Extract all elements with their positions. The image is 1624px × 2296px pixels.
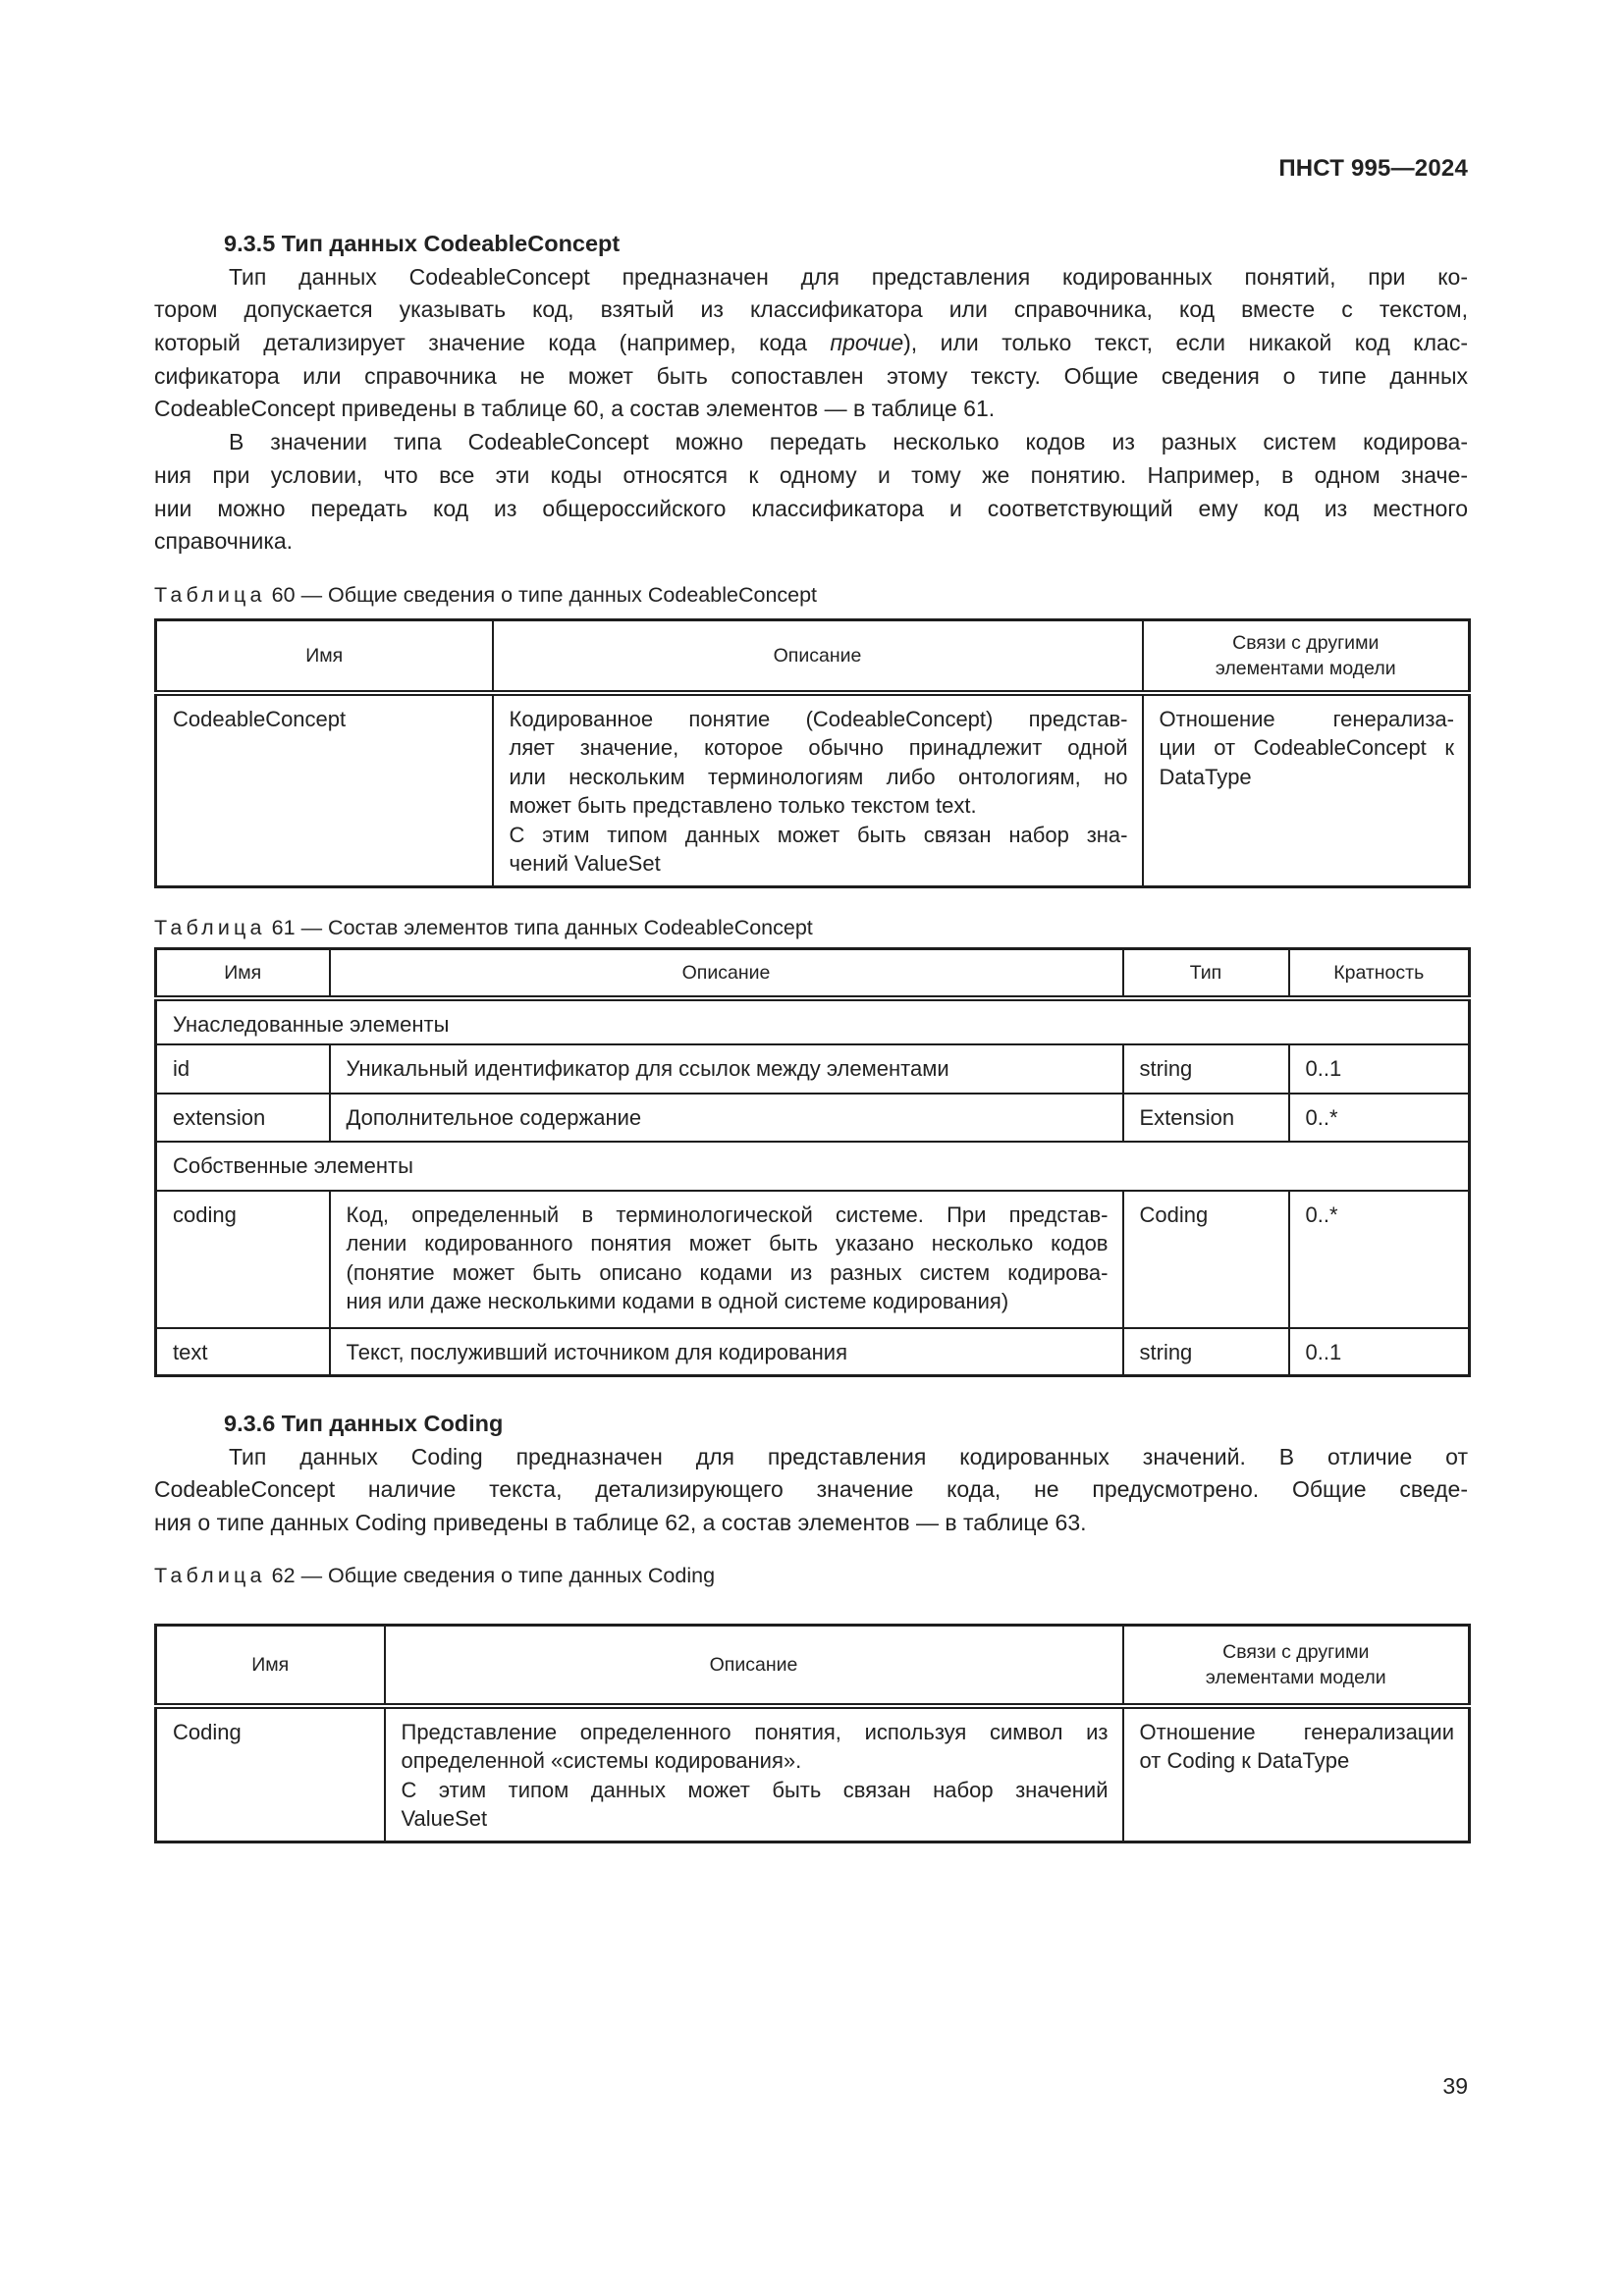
table-60	[154, 618, 1471, 888]
cell-line: Кодированное понятие (CodeableConcept) представ-	[509, 706, 1128, 731]
cell-line: С этим типом данных может быть связан набор зна-	[509, 822, 1128, 847]
italic-term: прочие	[830, 330, 904, 356]
table-row	[156, 1044, 1470, 1094]
paragraph-line: В значении типа CodeableConcept можно передать несколько кодов из разных систем кодирова-	[229, 429, 1468, 455]
caption-label: Таблица	[154, 916, 266, 939]
section-heading: 9.3.6 Тип данных Coding	[224, 1411, 504, 1436]
cell-line: DataType	[1159, 764, 1252, 789]
cell-type: string	[1123, 1044, 1289, 1094]
header-description: Описание	[385, 1626, 1123, 1706]
paragraph-text: который детализирует значение кода (например, кода	[154, 330, 831, 356]
header-name: Имя	[156, 620, 493, 693]
cell-name: Coding	[156, 1706, 385, 1842]
header-type: Тип	[1123, 949, 1289, 998]
group-title-inherited: Унаследованные элементы	[156, 998, 1470, 1044]
cell-description: Дополнительное содержание	[330, 1094, 1123, 1142]
caption-text: 62 — Общие сведения о типе данных Coding	[265, 1564, 716, 1587]
cell-cardinality: 0..1	[1289, 1328, 1470, 1376]
caption-text: 60 — Общие сведения о типе данных CodeableConcept	[265, 583, 818, 607]
cell-type: string	[1123, 1328, 1289, 1376]
paragraph-line: CodeableConcept наличие текста, детализирующего значение кода, не предусмотрено. Общие сведе-	[154, 1476, 1468, 1503]
cell-line: Код, определенный в терминологической системе. При представ-	[346, 1201, 1109, 1227]
table-row	[156, 1094, 1470, 1142]
table-header-row	[156, 949, 1470, 998]
cell-line: С этим типом данных может быть связан набор значений	[401, 1777, 1109, 1802]
cell-relations	[1143, 693, 1470, 887]
paragraph-line: CodeableConcept приведены в таблице 60, а состав элементов — в таблице 61.	[154, 396, 996, 422]
document-code-header: ПНСТ 995—2024	[1278, 155, 1468, 182]
cell-line: от Coding к DataType	[1139, 1748, 1350, 1774]
header-line: элементами модели	[1205, 1666, 1386, 1688]
header-line: элементами модели	[1215, 657, 1396, 679]
header-name: Имя	[156, 1626, 385, 1706]
table-row	[156, 1191, 1470, 1328]
cell-name: extension	[156, 1094, 330, 1142]
cell-description: Текст, послуживший источником для кодирования	[330, 1328, 1123, 1376]
header-name: Имя	[156, 949, 330, 998]
cell-line: определенной «системы кодирования».	[401, 1748, 802, 1774]
paragraph-line: Тип данных CodeableConcept предназначен для представления кодированных понятий, при ко-	[229, 263, 1468, 290]
cell-name: id	[156, 1044, 330, 1094]
cell-description	[493, 693, 1143, 887]
group-row	[156, 1142, 1470, 1191]
cell-cardinality: 0..*	[1289, 1191, 1470, 1328]
section-heading: 9.3.5 Тип данных CodeableConcept	[224, 231, 621, 256]
caption-text: 61 — Состав элементов типа данных CodeableConcept	[265, 916, 813, 939]
table-61	[154, 947, 1471, 1377]
group-row	[156, 998, 1470, 1044]
table-62	[154, 1624, 1471, 1843]
header-relations	[1143, 620, 1470, 693]
table-row	[156, 693, 1470, 887]
paragraph-line	[154, 327, 1468, 360]
paragraph-line: ния о типе данных Coding приведены в таблице 62, а состав элементов — в таблице 63.	[154, 1510, 1087, 1536]
cell-line: или нескольким терминологиям либо онтологиям, но	[509, 764, 1128, 789]
page-number: 39	[1442, 2073, 1468, 2099]
paragraph-line: ния при условии, что все эти коды относятся к одному и тому же понятию. Например, в одном значе-	[154, 461, 1468, 488]
cell-line: (понятие может быть описано кодами из разных систем кодирова-	[346, 1259, 1109, 1285]
caption-label: Таблица	[154, 583, 266, 607]
cell-line: Отношение генерализа-	[1159, 706, 1454, 731]
paragraph-text: ), или только текст, если никакой код клас-	[903, 330, 1468, 356]
cell-name: text	[156, 1328, 330, 1376]
cell-name: CodeableConcept	[156, 693, 493, 887]
cell-name: coding	[156, 1191, 330, 1328]
table-60-caption	[154, 581, 817, 609]
header-relations	[1123, 1626, 1470, 1706]
table-header-row	[156, 620, 1470, 693]
cell-cardinality: 0..1	[1289, 1044, 1470, 1094]
cell-line: Представление определенного понятия, используя символ из	[401, 1719, 1109, 1744]
cell-line: ции от CodeableConcept к	[1159, 735, 1454, 761]
header-line: Связи с другими	[1222, 1640, 1370, 1663]
paragraph-line: нии можно передать код из общероссийского классификатора и соответствующий ему код из местного	[154, 495, 1468, 521]
table-header-row	[156, 1626, 1470, 1706]
cell-line: ния или даже несколькими кодами в одной системе кодирования)	[346, 1289, 1009, 1314]
cell-relations	[1123, 1706, 1470, 1842]
cell-cardinality: 0..*	[1289, 1094, 1470, 1142]
cell-line: Отношение генерализации	[1139, 1719, 1454, 1744]
cell-description	[385, 1706, 1123, 1842]
cell-line: ValueSet	[401, 1806, 488, 1832]
paragraph-line: Тип данных Coding предназначен для представления кодированных значений. В отличие от	[229, 1443, 1468, 1469]
cell-description: Уникальный идентификатор для ссылок между элементами	[330, 1044, 1123, 1094]
section-9-3-5	[154, 228, 1468, 559]
cell-line: чений ValueSet	[509, 851, 661, 877]
paragraph-line: сификатора или справочника не может быть сопоставлен этому тексту. Общие сведения о типе данных	[154, 362, 1468, 389]
paragraph-line: справочника.	[154, 528, 294, 555]
table-61-caption	[154, 914, 813, 941]
cell-description	[330, 1191, 1123, 1328]
section-9-3-6	[154, 1408, 1468, 1540]
caption-label: Таблица	[154, 1564, 266, 1587]
group-title-own: Собственные элементы	[156, 1142, 1470, 1191]
table-row	[156, 1328, 1470, 1376]
cell-type: Extension	[1123, 1094, 1289, 1142]
table-row	[156, 1706, 1470, 1842]
header-line: Связи с другими	[1232, 631, 1380, 654]
cell-line: лении кодированного понятия может быть указано несколько кодов	[346, 1231, 1109, 1256]
paragraph-line: тором допускается указывать код, взятый из классификатора или справочника, код вместе с текстом,	[154, 296, 1468, 323]
header-cardinality: Кратность	[1289, 949, 1470, 998]
header-description: Описание	[330, 949, 1123, 998]
table-62-caption	[154, 1562, 715, 1589]
header-description: Описание	[493, 620, 1143, 693]
cell-type: Coding	[1123, 1191, 1289, 1328]
cell-line: может быть представлено только текстом text.	[509, 793, 977, 819]
cell-line: ляет значение, которое обычно принадлежит одной	[509, 735, 1128, 761]
